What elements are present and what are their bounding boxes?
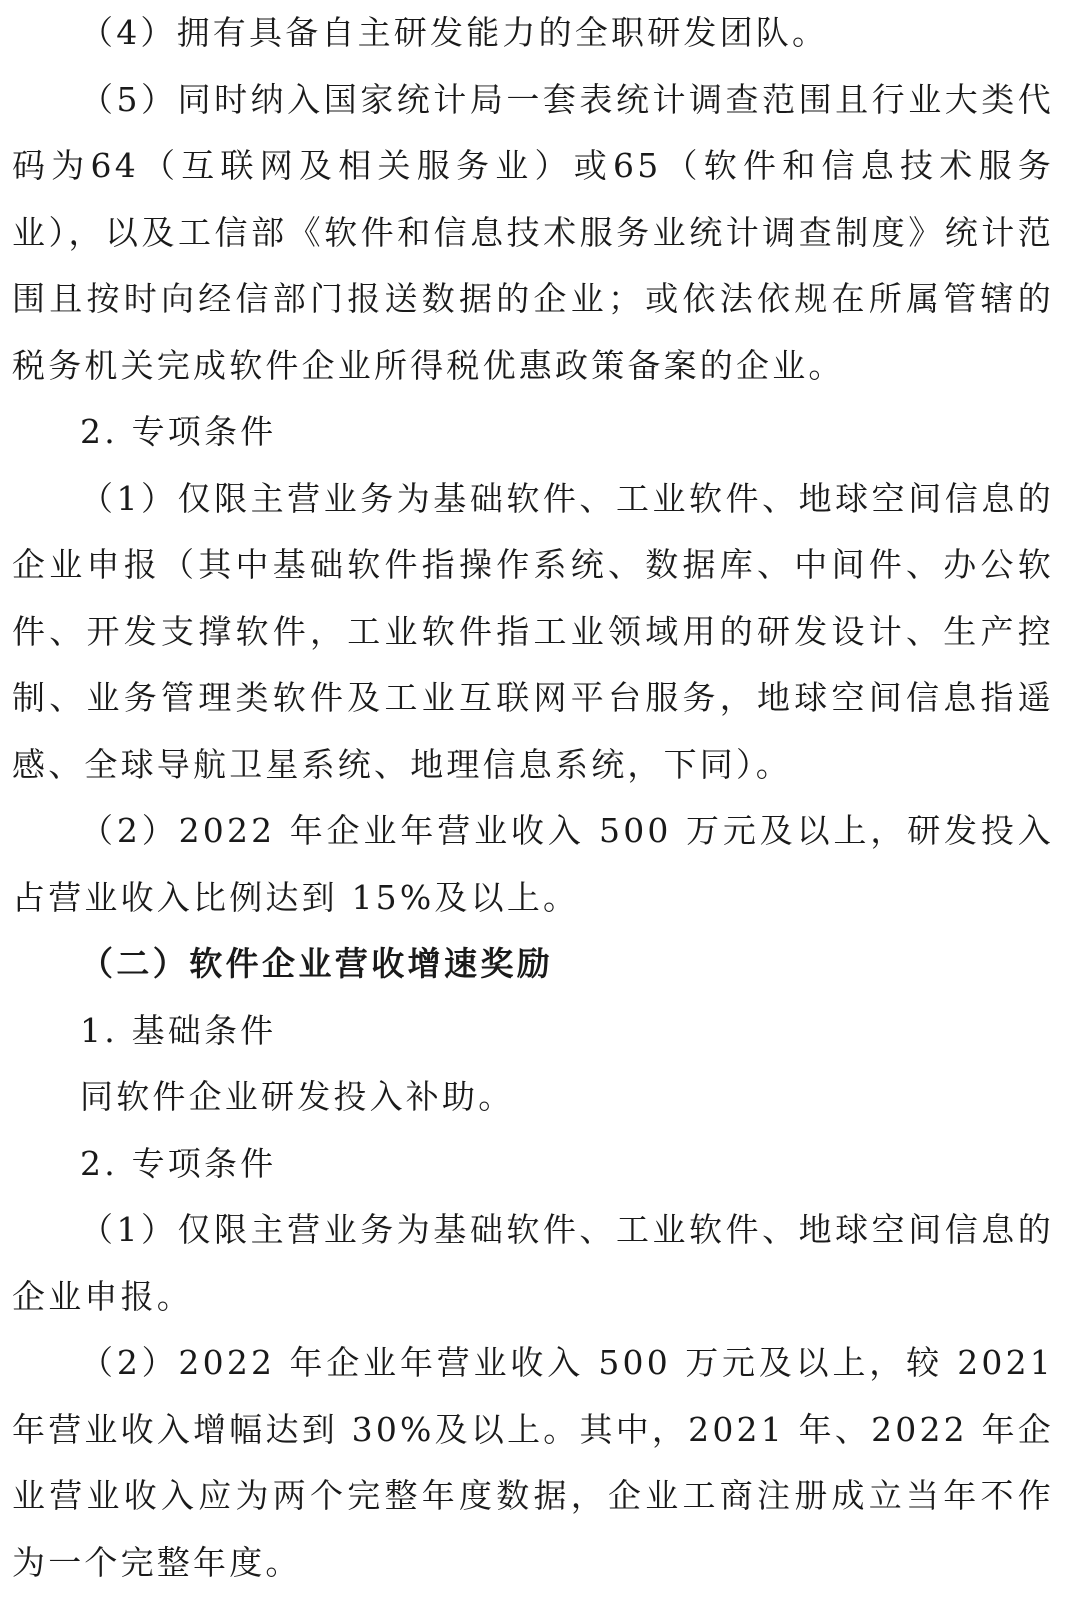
- paragraph-condition-4: （4）拥有具备自主研发能力的全职研发团队。: [80, 13, 829, 52]
- paragraph-basic-conditions-text: 同软件企业研发投入补助。: [80, 1077, 515, 1116]
- section-heading-revenue-growth-reward: （二）软件企业营收增速奖励: [80, 944, 554, 983]
- subheading-basic-conditions: 1. 基础条件: [80, 1010, 277, 1050]
- paragraph-special-condition-1a: （1）仅限主营业务为基础软件、工业软件、地球空间信息的企业申报（其中基础软件指操作系统、数据库、中间件、办公软件、开发支撑软件，工业软件指工业领域用的研发设计、生产控制、业务管理类软件及工业互联网平台服务，地球空间信息指遥感、全球导航卫星系统、地理信息系统，下同）。: [12, 478, 1054, 784]
- subheading-special-conditions-2: 2. 专项条件: [80, 1143, 277, 1183]
- paragraph-special-condition-2b: （2）2022 年企业年营业收入 500 万元及以上，较 2021 年营业收入增幅达到 30%及以上。其中，2021 年、2022 年企业营业收入应为两个完整年度数据，企业工商注册成立当年不作为一个完整年度。: [12, 1343, 1054, 1582]
- paragraph-special-condition-2a: （2）2022 年企业年营业收入 500 万元及以上，研发投入占营业收入比例达到 15%及以上。: [12, 811, 1054, 917]
- paragraph-special-condition-1b: （1）仅限主营业务为基础软件、工业软件、地球空间信息的企业申报。: [12, 1210, 1054, 1316]
- subheading-special-conditions-1: 2. 专项条件: [80, 412, 277, 451]
- paragraph-condition-5: （5）同时纳入国家统计局一套表统计调查范围且行业大类代码为64（互联网及相关服务业）或65（软件和信息技术服务业），以及工信部《软件和信息技术服务业统计调查制度》统计范围且按时向经信部门报送数据的企业；或依法依规在所属管辖的税务机关完成软件企业所得税优惠政策备案的企业。: [12, 79, 1054, 385]
